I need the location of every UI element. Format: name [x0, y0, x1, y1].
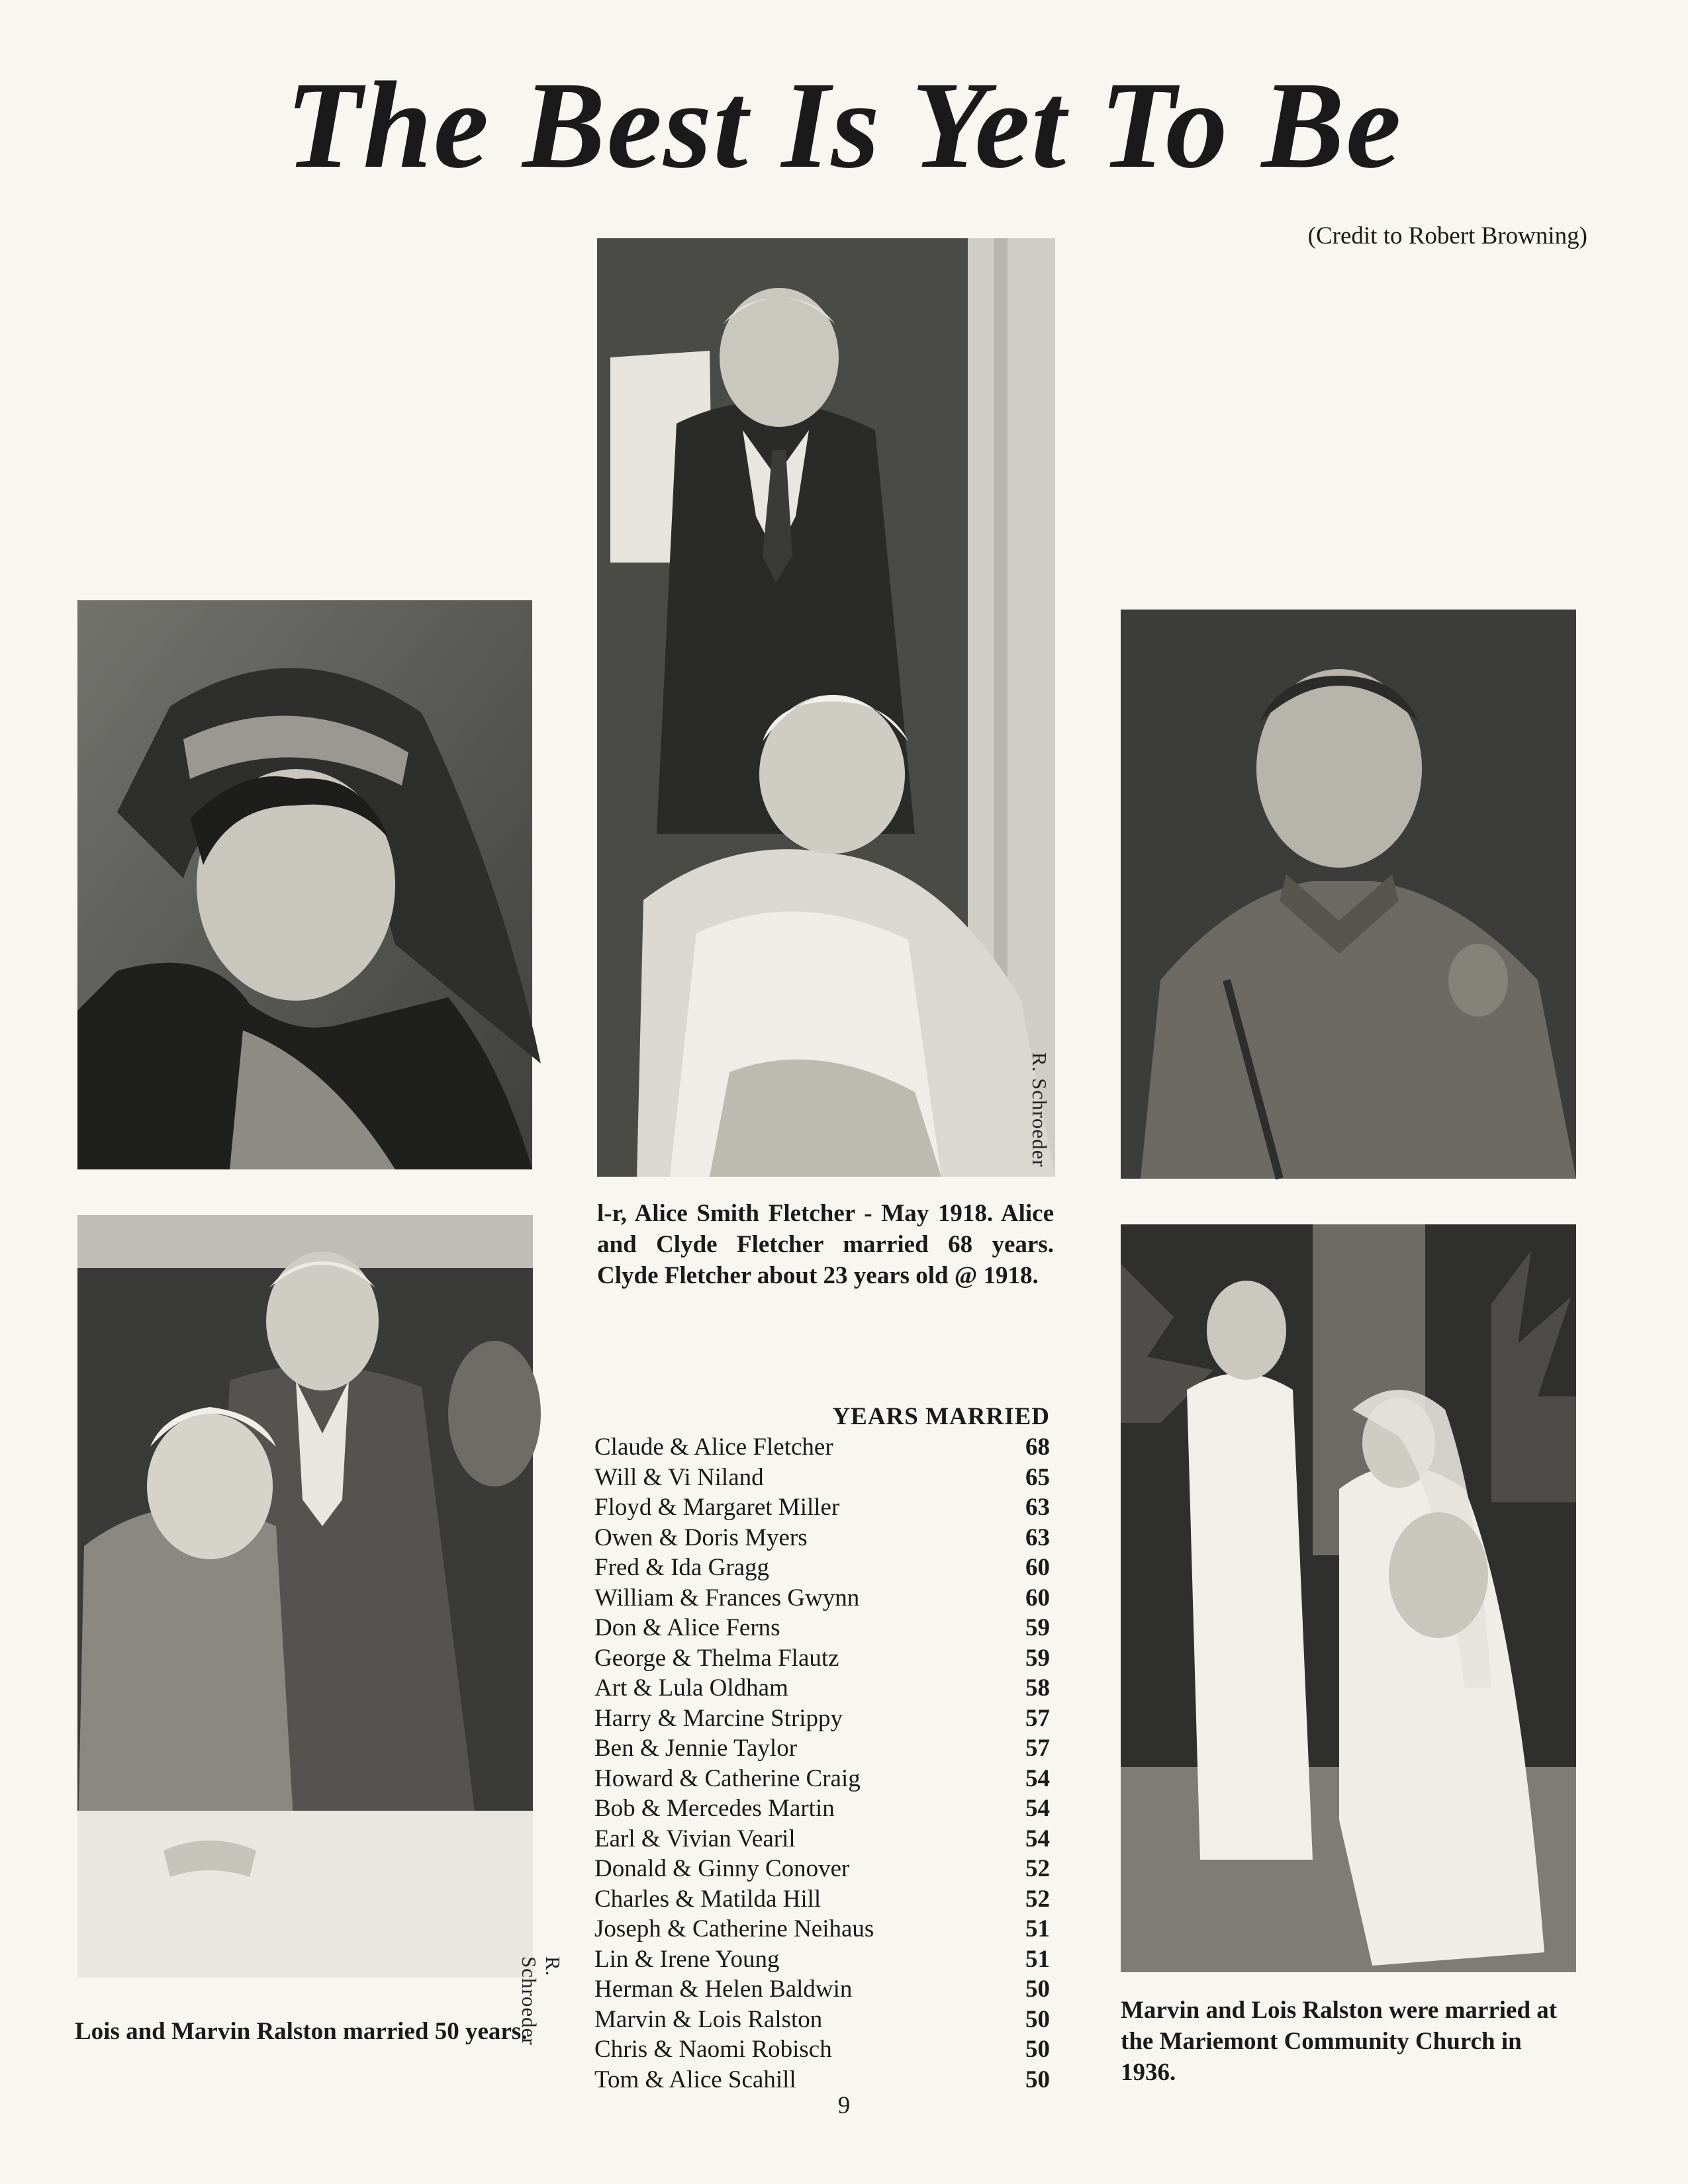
caption-ralston-wedding: Marvin and Lois Ralston were married at the Mariemont Community Church in 1936.	[1121, 1997, 1558, 2086]
portrait-soldier-icon	[1121, 610, 1576, 1179]
portrait-couple-icon	[597, 238, 1055, 1177]
couple-names: Lin & Irene Young	[594, 1945, 780, 1973]
years-value: 50	[1025, 2005, 1050, 2033]
years-value: 52	[1025, 1855, 1050, 1882]
couple-names: Fred & Ida Gragg	[594, 1554, 770, 1581]
couple-names: Don & Alice Ferns	[594, 1614, 780, 1641]
years-value: 51	[1025, 1915, 1050, 1942]
list-item	[594, 1463, 1050, 1493]
years-married-list	[594, 1402, 1050, 2095]
couple-names: Chris & Naomi Robisch	[594, 2036, 832, 2063]
years-value: 60	[1025, 1584, 1050, 1612]
photo-credit-fletchers: R. Schroeder	[1028, 1052, 1051, 1167]
list-item	[594, 1432, 1050, 1463]
couple-names: Earl & Vivian Vearil	[594, 1825, 796, 1852]
photo-clyde-1918	[1121, 610, 1576, 1179]
couple-names: Howard & Catherine Craig	[594, 1764, 861, 1792]
wedding-couple-icon	[1121, 1224, 1576, 1972]
couple-names: Owen & Doris Myers	[594, 1524, 808, 1551]
list-item	[594, 1704, 1050, 1734]
couple-names: Floyd & Margaret Miller	[594, 1494, 840, 1521]
list-item	[594, 2034, 1050, 2065]
couple-names: Will & Vi Niland	[594, 1463, 764, 1491]
list-item	[594, 1583, 1050, 1614]
years-value: 68	[1025, 1433, 1050, 1461]
portrait-elderly-couple-icon	[77, 1215, 533, 1978]
years-value: 50	[1025, 1976, 1050, 2003]
years-value: 52	[1025, 1885, 1050, 1913]
couple-names: Herman & Helen Baldwin	[594, 1976, 853, 2003]
years-value: 50	[1025, 2036, 1050, 2063]
list-item	[594, 1854, 1050, 1884]
list-item	[594, 1553, 1050, 1583]
list-item	[594, 1824, 1050, 1854]
couple-names: Charles & Matilda Hill	[594, 1885, 821, 1913]
couple-names: Donald & Ginny Conover	[594, 1855, 850, 1882]
years-value: 57	[1025, 1735, 1050, 1762]
couple-names: Tom & Alice Scahill	[594, 2066, 796, 2093]
couple-names: William & Frances Gwynn	[594, 1584, 860, 1612]
couple-names: Marvin & Lois Ralston	[594, 2005, 823, 2033]
list-item	[594, 1523, 1050, 1553]
list-item	[594, 1673, 1050, 1704]
page-title: The Best Is Yet To Be	[285, 56, 1403, 194]
list-item	[594, 1944, 1050, 1975]
years-value: 54	[1025, 1795, 1050, 1822]
list-item	[594, 1914, 1050, 1944]
years-value: 57	[1025, 1704, 1050, 1732]
couple-names: Art & Lula Oldham	[594, 1674, 788, 1702]
list-item	[594, 1974, 1050, 2005]
list-item	[594, 1884, 1050, 1915]
list-item	[594, 1643, 1050, 1674]
years-value: 63	[1025, 1494, 1050, 1521]
caption-fletcher: l-r, Alice Smith Fletcher - May 1918. Alice and Clyde Fletcher married 68 years. Clyde Fletcher about 23 years old @ 1918.	[597, 1200, 1054, 1289]
couple-names: George & Thelma Flautz	[594, 1644, 839, 1672]
list-item	[594, 1613, 1050, 1643]
years-married-heading: YEARS MARRIED	[832, 1403, 1050, 1430]
years-value: 65	[1025, 1463, 1050, 1491]
years-value: 58	[1025, 1674, 1050, 1702]
couple-names: Harry & Marcine Strippy	[594, 1704, 843, 1732]
years-value: 59	[1025, 1644, 1050, 1672]
couple-names: Joseph & Catherine Neihaus	[594, 1915, 874, 1942]
years-value: 63	[1025, 1524, 1050, 1551]
photo-credit-ralstons: R. Schroeder	[518, 1956, 565, 2046]
list-item	[594, 1794, 1050, 1824]
years-value: 50	[1025, 2066, 1050, 2093]
years-value: 54	[1025, 1825, 1050, 1852]
list-item	[594, 1492, 1050, 1523]
list-item	[594, 2065, 1050, 2095]
years-value: 51	[1025, 1945, 1050, 1973]
photo-fletchers	[597, 238, 1055, 1177]
years-value: 60	[1025, 1554, 1050, 1581]
photo-alice-1918	[77, 600, 532, 1169]
years-value: 59	[1025, 1614, 1050, 1641]
page-number: 9	[837, 2092, 851, 2119]
title-credit: (Credit to Robert Browning)	[1307, 222, 1587, 250]
years-value: 54	[1025, 1764, 1050, 1792]
portrait-woman-hat-icon	[77, 600, 532, 1169]
couple-names: Ben & Jennie Taylor	[594, 1735, 798, 1762]
couple-names: Bob & Mercedes Martin	[594, 1795, 835, 1822]
caption-ralston-couple: Lois and Marvin Ralston married 50 years.	[75, 2018, 528, 2045]
list-item	[594, 1733, 1050, 1764]
couple-names: Claude & Alice Fletcher	[594, 1433, 833, 1461]
list-item	[594, 1764, 1050, 1794]
photo-ralstons-wedding	[1121, 1224, 1576, 1972]
list-item	[594, 2005, 1050, 2035]
